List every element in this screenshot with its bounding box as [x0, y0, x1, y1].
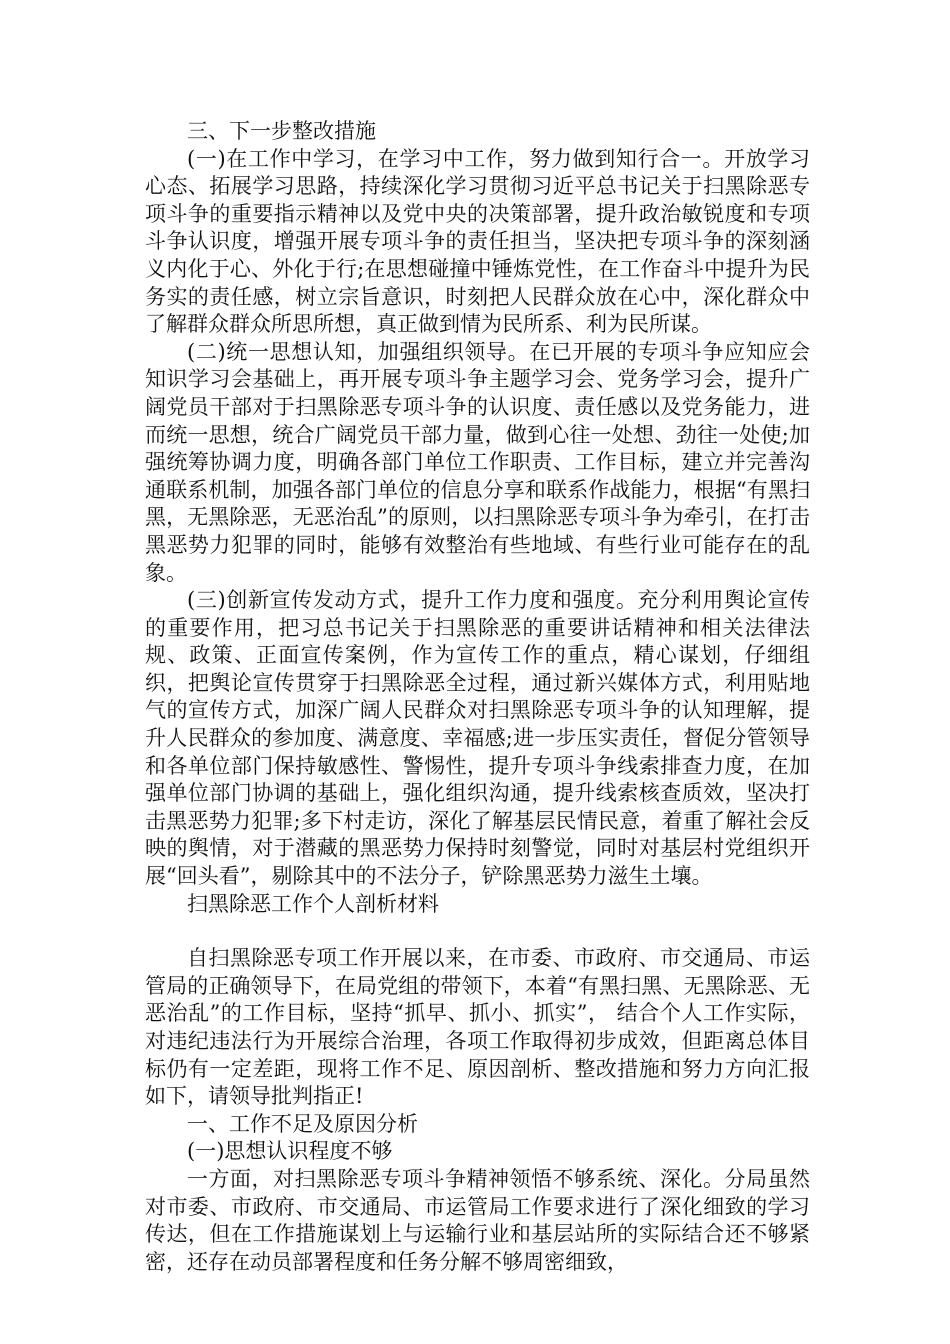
- section-3-heading: 三、下一步整改措施: [187, 119, 376, 143]
- document-page: [145, 118, 810, 1276]
- section-3-paragraph-1: (一)在工作中学习，在学习中工作，努力做到知行合一。开放学习心态、拓展学习思路，持续深化学习贯彻习近平总书记关于扫黑除恶专项斗争的重要指示精神以及党中央的决策部署，提升政治敏锐度和专项斗争认识度，增强开展专项斗争的责任担当，坚决把专项斗争的深刻涵义内化于心、外化于行;在思想碰撞中锤炼党性，在工作奋斗中提升为民务实的责任感，树立宗旨意识，时刻把人民群众放在心中，深化群众中了解群众群众所思所想，真正做到情为民所系、利为民所谋。: [145, 146, 810, 337]
- section-3-paragraph-3: (三)创新宣传发动方式，提升工作力度和强度。充分利用舆论宣传的重要作用，把习总书记关于扫黑除恶的重要讲话精神和相关法律法规、政策、正面宣传案例，作为宣传工作的重点，精心谋划，仔细组织，把舆论宣传贯穿于扫黑除恶全过程，通过新兴媒体方式，利用贴地气的宣传方式，加深广阔人民群众对扫黑除恶专项斗争的认知理解，提升人民群众的参加度、满意度、幸福感;进一步压实责任，督促分管领导和各单位部门保持敏感性、警惕性，提升专项斗争线索排查力度，在加强单位部门协调的基础上，强化组织沟通，提升线索核查质效，坚决打击黑恶势力犯罪;多下村走访，深化了解基层民情民意，着重了解社会反映的舆情，对于潜藏的黑恶势力保持时刻警觉，同时对基层村党组织开展“回头看”，剔除其中的不法分子，铲除黑恶势力滋生土壤。: [145, 588, 810, 889]
- intro-paragraph: 自扫黑除恶专项工作开展以来，在市委、市政府、市交通局、市运管局的正确领导下，在局党组的带领下，本着“有黑扫黑、无黑除恶、无恶治乱”的工作目标，坚持“抓早、抓小、抓实”， 结合个人工作实际，对违纪违法行为开展综合治理，各项工作取得初步成效，但距离总体目标仍有一定差距，现将工作不足、原因剖析、整改措施和努力方向汇报如下，请领导批判指正!: [145, 946, 810, 1109]
- section-1-heading: 一、工作不足及原因分析: [187, 1111, 418, 1136]
- blank-line: [145, 918, 810, 945]
- section-3-paragraph-2: (二)统一思想认知，加强组织领导。在已开展的专项斗争应知应会知识学习会基础上，再开展专项斗争主题学习会、党务学习会，提升广阔党员干部对于扫黑除恶专项斗争的认识度、责任感以及党务能力，进而统一思想，统合广阔党员干部力量，做到心往一处想、劲往一处使;加强统筹协调力度，明确各部门单位工作职责、工作目标，建立并完善沟通联系机制，加强各部门单位的信息分享和联系作战能力，根据“有黑扫黑，无黑除恶，无恶治乱”的原则，以扫黑除恶专项斗争为牵引，在打击黑恶势力犯罪的同时，能够有效整治有些地域、有些行业可能存在的乱象。: [145, 339, 810, 585]
- document-title: 扫黑除恶工作个人剖析材料: [187, 891, 439, 916]
- section-1-subheading-1: (一)思想认识程度不够: [187, 1139, 393, 1164]
- section-1-paragraph-1: 一方面，对扫黑除恶专项斗争精神领悟不够系统、深化。分局虽然对市委、市政府、市交通局、市运管局工作要求进行了深化细致的学习传达，但在工作措施谋划上与运输行业和基层站所的实际结合还不够紧密，还存在动员部署程度和任务分解不够周密细致，: [145, 1166, 810, 1274]
